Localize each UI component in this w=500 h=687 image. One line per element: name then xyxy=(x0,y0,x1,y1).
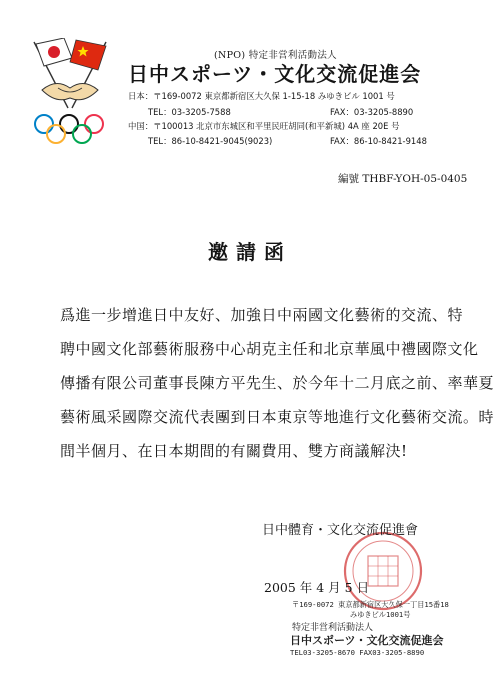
body-line-5: 間半個月、在日本期間的有關費用、雙方商議解決! xyxy=(60,442,408,460)
npo-label: (NPO) 特定非営利活動法人 xyxy=(214,50,337,61)
signature-date: 2005 年 4 月 5 日 xyxy=(264,580,370,595)
stamp-contact-line: TEL03-3205-8670 FAX03-3205-8890 xyxy=(290,648,425,657)
japan-address: 日本：〒169-0072 東京都新宿区大久保 1-15-18 みゆきビル 1001 号 xyxy=(128,91,395,101)
body-line-1: 爲進一步增進日中友好、加強日中兩國文化藝術的交流、特 xyxy=(60,306,464,324)
organization-logo xyxy=(28,38,112,148)
china-fax: FAX：86-10-8421-9148 xyxy=(330,136,427,146)
china-tel: TEL：86-10-8421-9045(9023) xyxy=(148,136,273,146)
body-line-2: 聘中國文化部藝術服務中心胡克主任和北京華風中禮國際文化 xyxy=(60,340,479,358)
reference-number: 編號 THBF-YOH-05-0405 xyxy=(338,173,468,185)
japan-tel: TEL：03-3205-7588 xyxy=(148,107,231,117)
stamp-building-line: みゆきビル1001号 xyxy=(350,610,411,619)
signature-organization: 日中體育・文化交流促進會 xyxy=(262,523,419,538)
document-title: 邀請函 xyxy=(208,240,292,264)
body-line-3: 傳播有限公司董事長陳方平先生、於今年十二月底之前、率華夏 xyxy=(60,374,495,392)
stamp-org-line: 日中スポーツ・文化交流促進会 xyxy=(290,634,444,647)
japan-fax: FAX：03-3205-8890 xyxy=(330,107,414,117)
body-line-4: 藝術風采國際交流代表團到日本東京等地進行文化藝術交流。時 xyxy=(60,408,495,426)
china-address: 中国：〒100013 北京市东城区和平里民旺胡同(和平新城) 4A 座 20E 号 xyxy=(128,121,400,131)
flags-handshake-rings-icon xyxy=(28,38,112,148)
stamp-address-line: 〒169-0072 東京都新宿区大久保一丁目15番18 xyxy=(292,600,449,609)
organization-title: 日中スポーツ・文化交流促進会 xyxy=(128,62,422,86)
stamp-npo-line: 特定非営利活動法人 xyxy=(292,623,374,633)
